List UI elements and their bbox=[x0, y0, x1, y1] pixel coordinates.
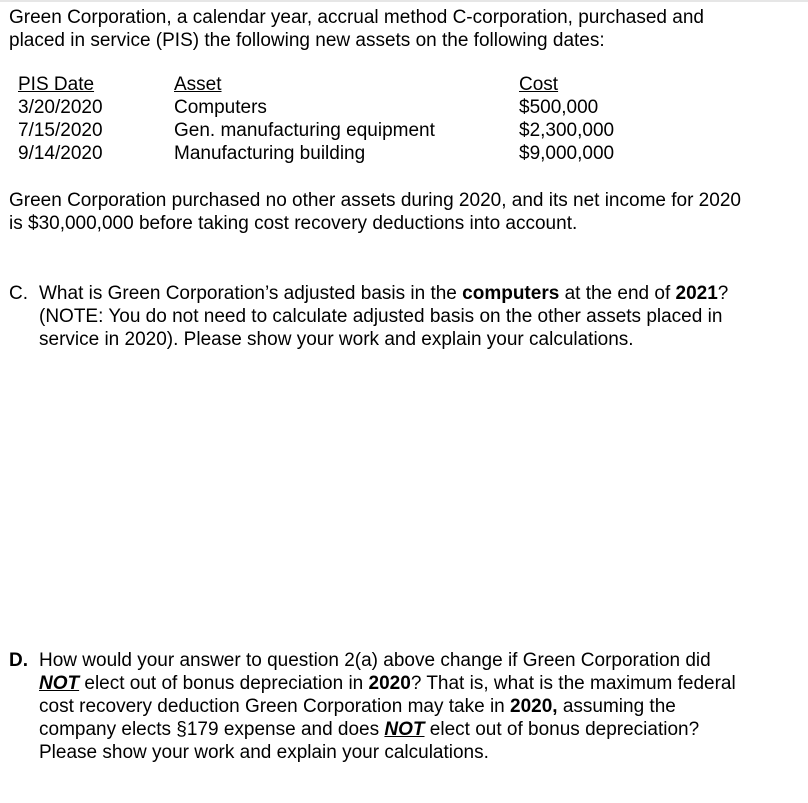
asset-name: Gen. manufacturing equipment bbox=[174, 120, 435, 141]
text-run: at the end of bbox=[559, 283, 676, 304]
emphasis-text: NOT bbox=[39, 673, 80, 694]
asset-cost: $2,300,000 bbox=[519, 120, 615, 141]
bold-text: 2020 bbox=[368, 673, 411, 694]
header-asset: Asset bbox=[174, 74, 222, 95]
asset-cost: $500,000 bbox=[519, 97, 599, 118]
text-run: What is Green Corporation’s adjusted basis in the bbox=[39, 283, 463, 304]
asset-row bbox=[18, 96, 658, 119]
question-d-line-1: How would your answer to question 2(a) above change if Green Corporation did bbox=[39, 650, 711, 671]
asset-cost: $9,000,000 bbox=[519, 143, 615, 164]
intro-line-2: placed in service (PIS) the following new assets on the following dates: bbox=[9, 30, 605, 51]
question-c bbox=[9, 282, 789, 351]
summary-paragraph bbox=[9, 189, 799, 235]
question-d-line-2 bbox=[39, 672, 789, 695]
header-cost: Cost bbox=[519, 74, 559, 95]
summary-line-2: is $30,000,000 before taking cost recovery deductions into account. bbox=[9, 213, 578, 234]
question-c-line-2: (NOTE: You do not need to calculate adjusted basis on the other assets placed in bbox=[39, 306, 723, 327]
asset-date: 7/15/2020 bbox=[18, 120, 103, 141]
asset-table-header bbox=[18, 73, 658, 96]
asset-row bbox=[18, 119, 658, 142]
asset-date: 9/14/2020 bbox=[18, 143, 103, 164]
question-c-line-1 bbox=[39, 282, 789, 305]
bold-text: 2020, bbox=[510, 696, 558, 717]
text-run: ? bbox=[717, 283, 729, 304]
question-c-text bbox=[39, 282, 789, 351]
asset-date: 3/20/2020 bbox=[18, 97, 103, 118]
question-c-letter: C. bbox=[9, 283, 28, 304]
question-c-line-3: service in 2020). Please show your work and explain your calculations. bbox=[39, 329, 634, 350]
summary-line-1: Green Corporation purchased no other assets during 2020, and its net income for 2020 bbox=[9, 190, 741, 211]
question-d-line-3 bbox=[39, 695, 789, 718]
question-d-text bbox=[39, 649, 789, 764]
text-run: ? That is, what is the maximum federal bbox=[410, 673, 736, 694]
intro-paragraph bbox=[9, 6, 799, 52]
asset-row bbox=[18, 142, 658, 165]
bold-text: computers bbox=[462, 283, 560, 304]
text-run: elect out of bonus depreciation in bbox=[79, 673, 369, 694]
text-run: company elects §179 expense and does bbox=[39, 719, 385, 740]
intro-line-1: Green Corporation, a calendar year, accrual method C-corporation, purchased and bbox=[9, 7, 704, 28]
text-run: cost recovery deduction Green Corporation may take in bbox=[39, 696, 511, 717]
text-run: elect out of bonus depreciation? bbox=[424, 719, 700, 740]
header-pis-date: PIS Date bbox=[18, 74, 95, 95]
emphasis-text: NOT bbox=[384, 719, 425, 740]
question-d bbox=[9, 649, 789, 764]
question-d-line-4 bbox=[39, 718, 789, 741]
asset-table bbox=[18, 73, 658, 165]
top-border bbox=[0, 0, 808, 2]
asset-name: Manufacturing building bbox=[174, 143, 366, 164]
asset-name: Computers bbox=[174, 97, 267, 118]
question-d-letter: D. bbox=[9, 650, 28, 671]
text-run: assuming the bbox=[557, 696, 676, 717]
question-d-line-5: Please show your work and explain your calculations. bbox=[39, 742, 489, 763]
bold-text: 2021 bbox=[675, 283, 718, 304]
